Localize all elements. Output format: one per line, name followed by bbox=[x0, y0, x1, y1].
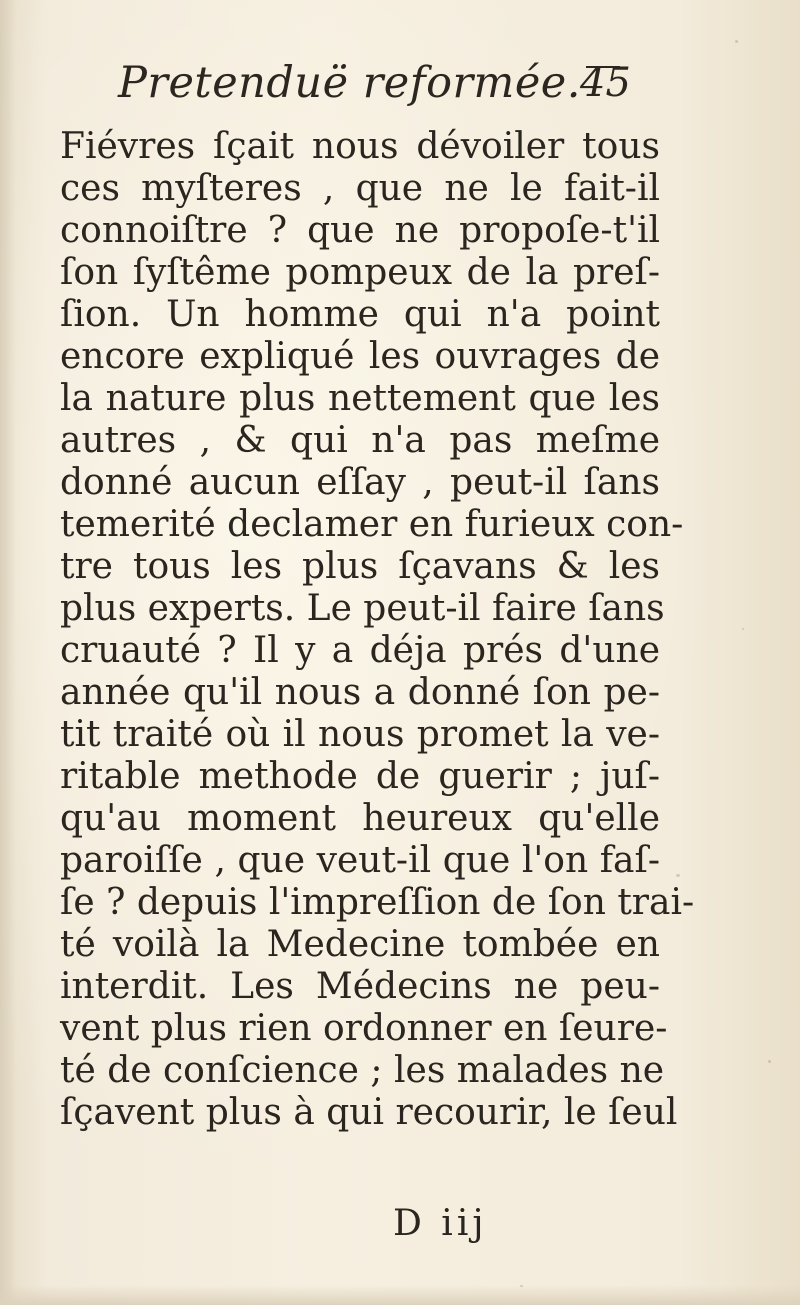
text-line: paroiſſe , que veut-il que l'on faſ- bbox=[60, 840, 660, 881]
text-line: Fiévres ſçait nous dévoiler tous bbox=[60, 126, 660, 167]
text-line: ritable methode de guerir ; juſ- bbox=[60, 756, 660, 797]
text-line: ſe ? depuis l'impreſſion de ſon trai- bbox=[60, 882, 695, 923]
text-line: té de conſcience ; les malades ne bbox=[60, 1050, 665, 1091]
text-line: tre tous les plus ſçavans & les bbox=[60, 546, 660, 587]
text-line: vent plus rien ordonner en ſeure- bbox=[60, 1008, 668, 1049]
text-line: ces myſteres , que ne le fait-il bbox=[60, 168, 660, 209]
text-line: autres , & qui n'a pas meſme bbox=[60, 420, 660, 461]
text-line: té voilà la Medecine tombée en bbox=[60, 924, 660, 965]
text-line: ſçavent plus à qui recourir, le ſeul bbox=[60, 1092, 678, 1133]
running-title: Pretenduë reformée. bbox=[118, 58, 581, 108]
text-line: plus experts. Le peut-il faire ſans bbox=[60, 588, 665, 629]
text-line: tit traité où il nous promet la ve- bbox=[60, 714, 660, 755]
text-line: année qu'il nous a donné ſon pe- bbox=[60, 672, 660, 713]
signature-mark: D iij bbox=[393, 1203, 488, 1244]
text-line: cruauté ? Il y a déja prés d'une bbox=[60, 630, 660, 671]
text-line: ſon ſyſtême pompeux de la preſ- bbox=[60, 252, 660, 293]
text-line: donné aucun eſſay , peut-il ſans bbox=[60, 462, 660, 503]
text-line: interdit. Les Médecins ne peu- bbox=[60, 966, 660, 1007]
text-line: la nature plus nettement que les bbox=[60, 378, 660, 419]
paper-speck bbox=[742, 628, 744, 630]
body-text bbox=[60, 126, 695, 1134]
page-left-edge-shadow bbox=[0, 0, 16, 1305]
text-line: ſion. Un homme qui n'a point bbox=[60, 294, 660, 335]
text-line: connoiſtre ? que ne propoſe-t'il bbox=[60, 210, 660, 251]
running-header bbox=[118, 58, 658, 118]
paper-speck bbox=[676, 874, 680, 877]
text-line: encore expliqué les ouvrages de bbox=[60, 336, 660, 377]
page-number: 45 bbox=[580, 60, 631, 106]
paper-speck bbox=[768, 1060, 771, 1063]
text-line: qu'au moment heureux qu'elle bbox=[60, 798, 660, 839]
paper-speck bbox=[520, 1285, 523, 1287]
text-line: temerité declamer en furieux con- bbox=[60, 504, 684, 545]
paper-speck bbox=[735, 40, 738, 43]
page-bottom-edge-shadow bbox=[0, 1285, 800, 1305]
